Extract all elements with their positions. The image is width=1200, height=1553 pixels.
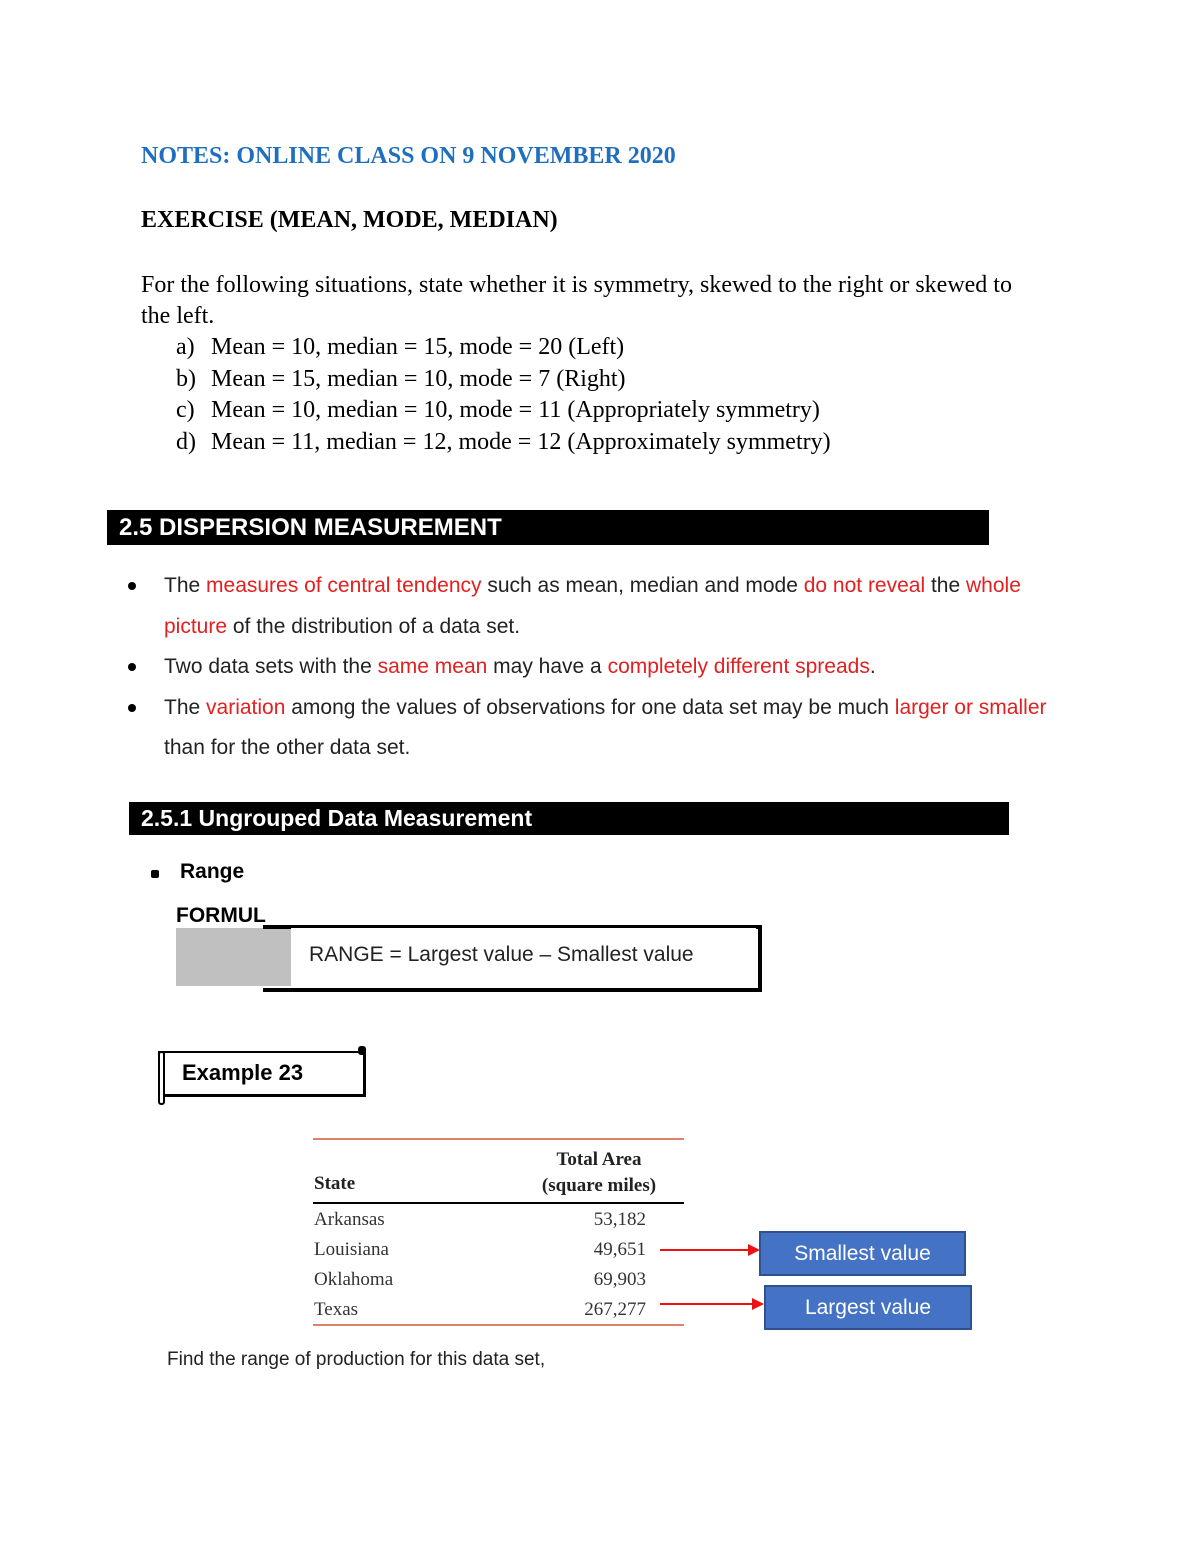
- bullet-icon: [128, 704, 136, 712]
- text-run: such as mean, median and mode: [481, 574, 804, 597]
- cell-area: 267,277: [584, 1299, 646, 1320]
- callout-smallest: Smallest value: [759, 1231, 966, 1276]
- table-rule-top: [313, 1138, 684, 1140]
- cell-state: Oklahoma: [314, 1269, 394, 1290]
- bullet-icon: [128, 663, 136, 671]
- text-run: than for the other data set.: [164, 736, 411, 759]
- item-label: b): [176, 365, 196, 392]
- text-run: among the values of observations for one data set may be much: [285, 695, 895, 719]
- scroll-curl-right: [358, 1046, 366, 1055]
- highlight-text: variation: [206, 695, 286, 719]
- section-heading-dispersion: 2.5 DISPERSION MEASUREMENT: [107, 510, 989, 545]
- item-text: Mean = 11, median = 12, mode = 12 (Approximately symmetry): [211, 428, 831, 455]
- list-item: [176, 427, 831, 459]
- table-rule-bottom: [313, 1324, 684, 1326]
- list-item: [176, 395, 831, 427]
- highlight-text: same mean: [377, 655, 488, 678]
- item-label: a): [176, 334, 195, 360]
- item-label: c): [176, 397, 195, 423]
- arrow-largest-line: [660, 1303, 758, 1305]
- list-item: [176, 364, 831, 396]
- range-label: Range: [180, 860, 245, 883]
- cell-area: 53,182: [593, 1209, 646, 1230]
- highlight-text: completely different spreads: [607, 655, 870, 678]
- table-row: [313, 1269, 684, 1299]
- cell-state: Louisiana: [314, 1239, 389, 1260]
- notes-title: NOTES: ONLINE CLASS ON 9 NOVEMBER 2020: [141, 143, 676, 169]
- list-item: [176, 332, 831, 364]
- text-run: the: [925, 574, 967, 597]
- text-run: may have a: [487, 655, 608, 678]
- bullet-icon: [128, 582, 136, 590]
- text-run: The: [164, 574, 207, 597]
- bullet-icon: [151, 870, 159, 878]
- dispersion-bullets: [124, 566, 1084, 769]
- situations-list: [176, 332, 831, 458]
- highlight-text: do not reveal: [803, 574, 926, 597]
- cell-state: Arkansas: [314, 1209, 385, 1230]
- table-row: [313, 1239, 684, 1269]
- table-header-area: [514, 1147, 684, 1199]
- list-item: [124, 688, 1084, 769]
- item-label: d): [176, 428, 196, 455]
- example-label: Example 23: [182, 1060, 304, 1085]
- callout-largest: Largest value: [764, 1285, 972, 1330]
- table-header-area-line2: (square miles): [541, 1175, 657, 1196]
- exercise-title: EXERCISE (MEAN, MODE, MEDIAN): [141, 207, 558, 233]
- text-run: Two data sets with the: [164, 655, 378, 678]
- question-text: Find the range of production for this data set,: [167, 1349, 546, 1370]
- highlight-text: larger or smaller: [894, 695, 1047, 719]
- formula-label: FORMUL: [176, 904, 266, 927]
- cell-area: 69,903: [593, 1269, 646, 1290]
- highlight-text: whole picture: [164, 574, 1021, 638]
- arrow-right-icon: [752, 1298, 764, 1310]
- instruction-text: For the following situations, state whether it is symmetry, skewed to the right or skewed to the left.: [141, 272, 1012, 329]
- table-row: [313, 1209, 684, 1239]
- highlight-text: measures of central tendency: [206, 574, 482, 597]
- table-header-area-line1: Total Area: [556, 1149, 642, 1170]
- cell-state: Texas: [314, 1299, 359, 1320]
- cell-area: 49,651: [593, 1239, 646, 1260]
- section-heading-ungrouped: 2.5.1 Ungrouped Data Measurement: [129, 802, 1009, 835]
- formula-text: RANGE = Largest value – Smallest value: [309, 943, 694, 966]
- list-item: [124, 647, 1084, 688]
- table-rule-mid: [313, 1202, 684, 1204]
- text-run: .: [869, 655, 876, 678]
- list-item: [124, 566, 1084, 647]
- text-run: The: [164, 695, 207, 719]
- arrow-smallest-line: [660, 1249, 754, 1251]
- text-run: of the distribution of a data set.: [227, 614, 521, 638]
- scroll-curl-left: [158, 1051, 165, 1105]
- item-text: Mean = 10, median = 15, mode = 20 (Left): [211, 334, 625, 360]
- table-header-state: State: [314, 1173, 356, 1194]
- item-text: Mean = 10, median = 10, mode = 11 (Appropriately symmetry): [211, 397, 820, 423]
- item-text: Mean = 15, median = 10, mode = 7 (Right): [211, 365, 626, 392]
